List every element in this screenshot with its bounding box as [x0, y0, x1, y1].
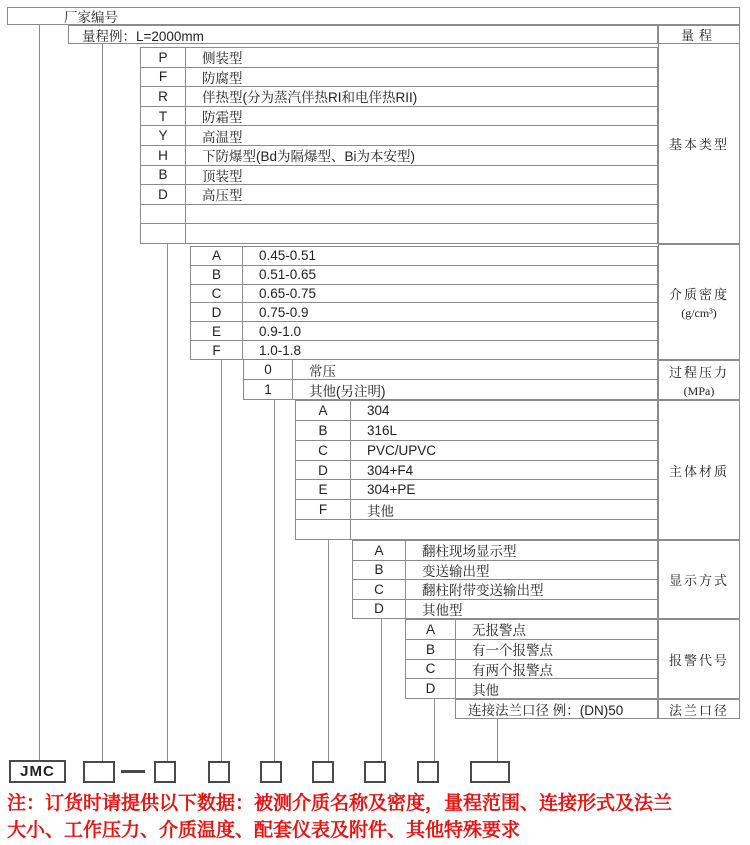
separator-dash	[121, 770, 145, 773]
code-cell: B	[353, 561, 406, 580]
code-cell: B	[406, 640, 456, 659]
code-cell: B	[296, 421, 351, 440]
code-box-pressure	[260, 761, 282, 783]
table-row	[191, 247, 657, 266]
category-basic-type-label: 基本类型	[668, 137, 729, 152]
category-medium-density-label: 介质密度	[668, 286, 729, 302]
description-cell: 其他	[472, 682, 499, 698]
code-cell: 0	[244, 360, 293, 379]
category-flange-size-label: 法兰口径	[668, 702, 729, 718]
table-row	[296, 441, 657, 461]
connector-line-range	[102, 43, 103, 761]
table-row	[191, 285, 657, 304]
description-cell: 有两个报警点	[472, 662, 553, 678]
code-cell: F	[296, 500, 351, 519]
table-row	[141, 224, 657, 243]
category-medium-density	[658, 244, 740, 360]
manufacturer-number-box	[7, 7, 740, 25]
description-cell: 0.45-0.51	[259, 248, 317, 264]
description-cell: 防霜型	[202, 110, 243, 126]
description-cell: 304	[367, 402, 390, 418]
code-cell: F	[141, 68, 186, 87]
table-row	[296, 520, 657, 539]
code-cell: A	[191, 247, 243, 265]
category-display-mode-label: 显示方式	[668, 573, 729, 588]
code-cell: B	[141, 166, 186, 185]
category-flange-size	[658, 699, 740, 719]
description-cell: 316L	[367, 422, 398, 438]
table-row	[353, 561, 657, 581]
category-process-pressure	[658, 360, 740, 400]
connector-line-alarm	[434, 699, 435, 761]
basic-type-table	[140, 47, 658, 244]
table-row	[141, 146, 657, 166]
table-row	[406, 620, 657, 640]
table-row	[141, 87, 657, 107]
code-cell: D	[141, 185, 186, 204]
code-cell: Y	[141, 126, 186, 145]
code-box-material	[312, 761, 334, 783]
code-cell: P	[141, 48, 186, 67]
manufacturer-number-label: 厂家编号	[64, 10, 118, 25]
description-cell: 顶装型	[202, 168, 243, 184]
code-cell: C	[191, 285, 243, 303]
description-cell: 有一个报警点	[472, 643, 553, 659]
table-row	[296, 401, 657, 421]
medium-density-table	[190, 246, 658, 360]
table-row	[191, 341, 657, 359]
description-cell: PVC/UPVC	[367, 442, 437, 458]
table-row	[296, 480, 657, 500]
description-cell: 下防爆型(Bd为隔爆型、Bi为本安型)	[202, 149, 416, 165]
category-alarm-code-label: 报警代号	[668, 652, 729, 668]
connector-line-density	[221, 360, 222, 761]
code-box-display	[364, 761, 386, 783]
display-mode-table	[352, 540, 658, 619]
table-row	[244, 380, 657, 399]
connector-line-manufacturer	[39, 24, 40, 761]
code-cell: A	[406, 620, 456, 639]
code-cell: H	[141, 146, 186, 165]
description-cell	[351, 520, 657, 539]
table-row	[406, 640, 657, 660]
category-range-label: 量程	[680, 28, 717, 43]
description-cell: 伴热型(分为蒸汽伴热RI和电伴热RII)	[202, 90, 418, 106]
table-row	[141, 185, 657, 205]
table-row	[244, 360, 657, 380]
description-cell: 304+F4	[367, 462, 414, 478]
table-row	[191, 266, 657, 285]
code-cell: F	[191, 341, 243, 359]
description-cell	[186, 224, 657, 243]
code-cell: C	[296, 441, 351, 460]
model-prefix-box	[9, 760, 66, 783]
table-row	[141, 205, 657, 225]
process-pressure-table	[243, 359, 658, 400]
ordering-note	[7, 790, 749, 844]
description-cell: 其他	[367, 503, 394, 519]
description-cell: 常压	[309, 363, 336, 379]
description-cell: 翻柱现场显示型	[422, 544, 517, 560]
code-cell: C	[353, 580, 406, 599]
code-box-alarm	[417, 761, 439, 783]
table-row	[141, 166, 657, 186]
code-cell: D	[353, 600, 406, 619]
description-cell: 1.0-1.8	[259, 342, 302, 358]
category-basic-type	[658, 43, 740, 244]
table-row	[141, 126, 657, 146]
category-range	[658, 25, 740, 44]
description-cell: 高压型	[202, 188, 243, 204]
flange-size-row	[455, 699, 658, 719]
alarm-code-table	[405, 619, 658, 699]
description-cell: 侧装型	[202, 51, 243, 67]
table-row	[406, 660, 657, 680]
description-cell	[186, 205, 657, 224]
category-body-material-label: 主体材质	[668, 463, 729, 479]
table-row	[141, 107, 657, 127]
table-row	[296, 500, 657, 520]
code-cell: 1	[244, 380, 293, 399]
range-example-label: 量程例：L=2000mm	[82, 28, 204, 44]
connector-line-display	[381, 619, 382, 761]
code-cell: D	[191, 303, 243, 321]
ordering-note-line1: 注：订货时请提供以下数据：被测介质名称及密度，量程范围、连接形式及法兰	[7, 793, 673, 814]
description-cell: 0.9-1.0	[259, 323, 302, 339]
category-alarm-code	[658, 619, 740, 699]
table-row	[353, 600, 657, 619]
code-cell: A	[296, 401, 351, 420]
code-cell: C	[406, 660, 456, 679]
ordering-note-line2: 大小、工作压力、介质温度、配套仪表及附件、其他特殊要求	[7, 820, 521, 841]
code-cell	[141, 205, 186, 224]
category-body-material	[658, 400, 740, 540]
code-box-basic-type	[154, 761, 176, 783]
description-cell: 0.75-0.9	[259, 304, 309, 320]
table-row	[141, 68, 657, 88]
code-cell: A	[353, 541, 406, 560]
body-material-table	[295, 400, 658, 540]
connector-line-pressure	[274, 400, 275, 761]
code-box-density	[208, 761, 230, 783]
description-cell: 高温型	[202, 129, 243, 145]
code-box-range	[83, 761, 115, 783]
code-box-flange	[470, 761, 510, 783]
connector-line-basic-type	[167, 244, 168, 761]
table-row	[191, 322, 657, 341]
description-cell: 其他型	[422, 602, 463, 618]
description-cell: 防腐型	[202, 70, 243, 86]
code-cell	[296, 520, 351, 539]
code-cell	[141, 224, 186, 243]
category-process-pressure-label: 过程压力	[668, 364, 729, 380]
code-cell: D	[406, 679, 456, 698]
connector-line-flange	[497, 719, 498, 761]
description-cell: 翻柱附带变送输出型	[422, 583, 544, 599]
description-cell: 其他(另注明)	[309, 383, 386, 399]
description-cell: 0.51-0.65	[259, 267, 317, 283]
model-prefix-label: JMC	[20, 763, 55, 780]
table-row	[296, 421, 657, 441]
description-cell: 无报警点	[472, 623, 526, 639]
code-cell: T	[141, 107, 186, 126]
category-medium-density-unit: (g/cm³)	[681, 305, 717, 320]
connector-line-material	[328, 540, 329, 761]
code-cell: B	[191, 266, 243, 284]
code-cell: E	[191, 322, 243, 340]
table-row	[141, 48, 657, 68]
table-row	[353, 541, 657, 561]
table-row	[406, 679, 657, 698]
range-example-box	[68, 25, 658, 44]
table-row	[353, 580, 657, 600]
description-cell: 变送输出型	[422, 563, 490, 579]
table-row	[296, 461, 657, 481]
table-row	[191, 303, 657, 322]
category-process-pressure-unit: (MPa)	[683, 383, 715, 398]
flange-size-label: 连接法兰口径 例：(DN)50	[468, 703, 624, 718]
code-cell: E	[296, 480, 351, 499]
description-cell: 304+PE	[367, 482, 416, 498]
description-cell: 0.65-0.75	[259, 286, 317, 302]
code-cell: R	[141, 87, 186, 106]
category-display-mode	[658, 540, 740, 619]
code-cell: D	[296, 461, 351, 480]
